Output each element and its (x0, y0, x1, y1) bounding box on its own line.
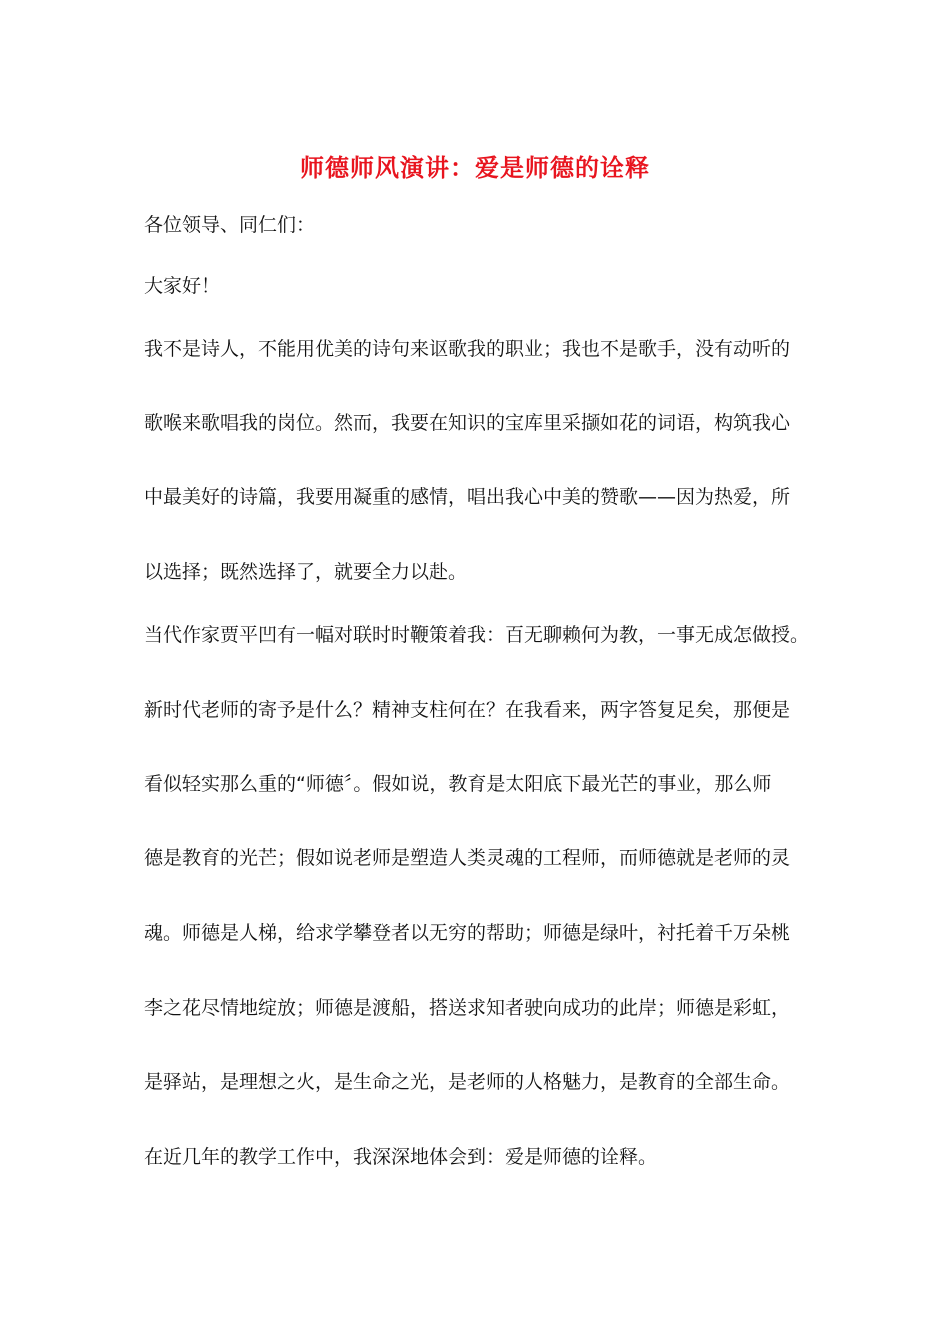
body-line: 中最美好的诗篇，我要用凝重的感情，唱出我心中美的赞歌——因为热爱，所 (144, 486, 791, 508)
body-line: 看似轻实那么重的“师德〞。假如说，教育是太阳底下最光芒的事业，那么师 (144, 773, 772, 795)
body-line: 李之花尽情地绽放；师德是渡船，搭送求知者驶向成功的此岸；师德是彩虹， (144, 997, 791, 1019)
salutation-line: 大家好！ (144, 275, 221, 297)
body-line: 魂。师德是人梯，给求学攀登者以无穷的帮助；师德是绿叶，衬托着千万朵桃 (144, 922, 791, 944)
body-line: 新时代老师的寄予是什么？精神支柱何在？在我看来，两字答复足矣，那便是 (144, 699, 791, 721)
body-line: 在近几年的教学工作中，我深深地体会到：爱是师德的诠释。 (144, 1146, 658, 1168)
body-line: 德是教育的光芒；假如说老师是塑造人类灵魂的工程师，而师德就是老师的灵 (144, 847, 791, 869)
body-line: 我不是诗人，不能用优美的诗句来讴歌我的职业；我也不是歌手，没有动听的 (144, 338, 791, 360)
body-line: 是驿站，是理想之火，是生命之光，是老师的人格魅力，是教育的全部生命。 (144, 1071, 791, 1093)
body-line: 当代作家贾平凹有一幅对联时时鞭策着我：百无聊赖何为教，一事无成怎做授。 (144, 624, 810, 646)
document-title: 师德师风演讲：爱是师德的诠释 (300, 153, 650, 182)
greeting-line: 各位领导、同仁们： (144, 214, 316, 236)
body-line: 歌喉来歌唱我的岗位。然而，我要在知识的宝库里采撷如花的词语，构筑我心 (144, 412, 791, 434)
body-line: 以选择；既然选择了，就要全力以赴。 (144, 561, 468, 583)
